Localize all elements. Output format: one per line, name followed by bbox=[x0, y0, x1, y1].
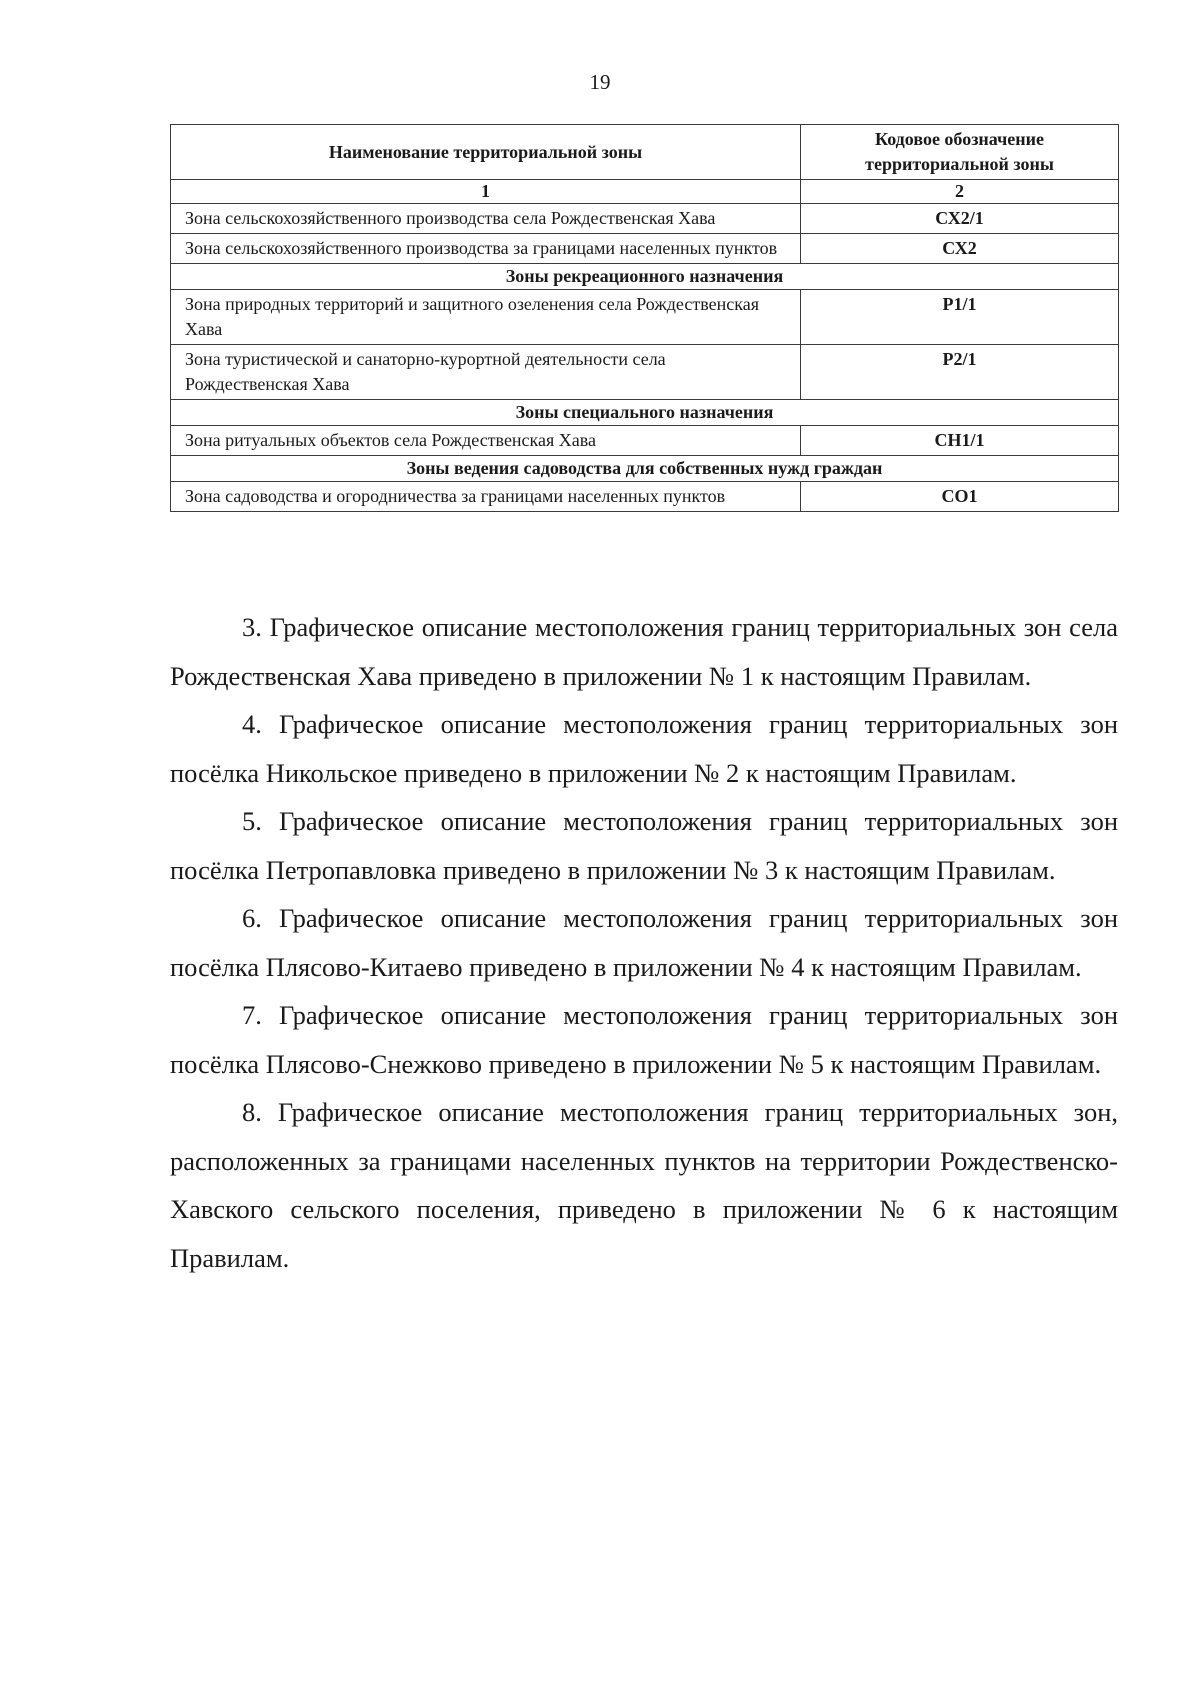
body-text bbox=[170, 603, 1118, 1282]
paragraph: 5. Графическое описание местоположения границ территориальных зон посёлка Петропавловка приведено в приложении № 3 к настоящим Правилам. bbox=[170, 806, 1118, 885]
zone-name: Зона туристической и санаторно-курортной деятельности села Рождественская Хава bbox=[171, 345, 801, 400]
section-title: Зоны рекреационного назначения bbox=[171, 264, 1119, 290]
paragraph: 8. Графическое описание местоположения границ территориальных зон, расположенных за границами населенных пунктов на территории Рождественско-Хавского сельского поселения, приведено в приложении № 6 к настоящим Правилам. bbox=[170, 1097, 1118, 1273]
section-row bbox=[171, 264, 1119, 290]
table-row bbox=[171, 482, 1119, 512]
zone-name: Зона сельскохозяйственного производства за границами населенных пунктов bbox=[171, 234, 801, 264]
zone-name: Зона сельскохозяйственного производства села Рождественская Хава bbox=[171, 204, 801, 234]
paragraph: 4. Графическое описание местоположения границ территориальных зон посёлка Никольское приведено в приложении № 2 к настоящим Правилам. bbox=[170, 709, 1118, 788]
zone-code: СН1/1 bbox=[801, 426, 1119, 456]
zone-name: Зона ритуальных объектов села Рождественская Хава bbox=[171, 426, 801, 456]
zone-name: Зона садоводства и огородничества за границами населенных пунктов bbox=[171, 482, 801, 512]
column-numbers-row bbox=[171, 180, 1119, 204]
column-number: 2 bbox=[801, 180, 1119, 204]
section-row bbox=[171, 456, 1119, 482]
zone-code: СХ2 bbox=[801, 234, 1119, 264]
territorial-zones-table bbox=[170, 124, 1119, 512]
table-row bbox=[171, 426, 1119, 456]
section-title: Зоны специального назначения bbox=[171, 400, 1119, 426]
table-header-row bbox=[171, 125, 1119, 180]
table-row bbox=[171, 345, 1119, 400]
header-zone-name: Наименование территориальной зоны bbox=[171, 125, 801, 180]
zone-code: Р2/1 bbox=[801, 345, 1119, 400]
table-row bbox=[171, 290, 1119, 345]
table-row bbox=[171, 234, 1119, 264]
paragraph: 7. Графическое описание местоположения границ территориальных зон посёлка Плясово-Снежково приведено в приложении № 5 к настоящим Правилам. bbox=[170, 1000, 1118, 1079]
paragraph: 6. Графическое описание местоположения границ территориальных зон посёлка Плясово-Китаево приведено в приложении № 4 к настоящим Правилам. bbox=[170, 903, 1118, 982]
header-zone-code: Кодовое обозначение территориальной зоны bbox=[801, 125, 1119, 180]
zone-code: СО1 bbox=[801, 482, 1119, 512]
column-number: 1 bbox=[171, 180, 801, 204]
paragraph: 3. Графическое описание местоположения границ территориальных зон села Рождественская Хава приведено в приложении № 1 к настоящим Правилам. bbox=[170, 612, 1118, 691]
page-number: 19 bbox=[589, 70, 611, 94]
zone-code: СХ2/1 bbox=[801, 204, 1119, 234]
zone-name: Зона природных территорий и защитного озеленения села Рождественская Хава bbox=[171, 290, 801, 345]
zone-code: Р1/1 bbox=[801, 290, 1119, 345]
table-row bbox=[171, 204, 1119, 234]
section-title: Зоны ведения садоводства для собственных нужд граждан bbox=[171, 456, 1119, 482]
section-row bbox=[171, 400, 1119, 426]
